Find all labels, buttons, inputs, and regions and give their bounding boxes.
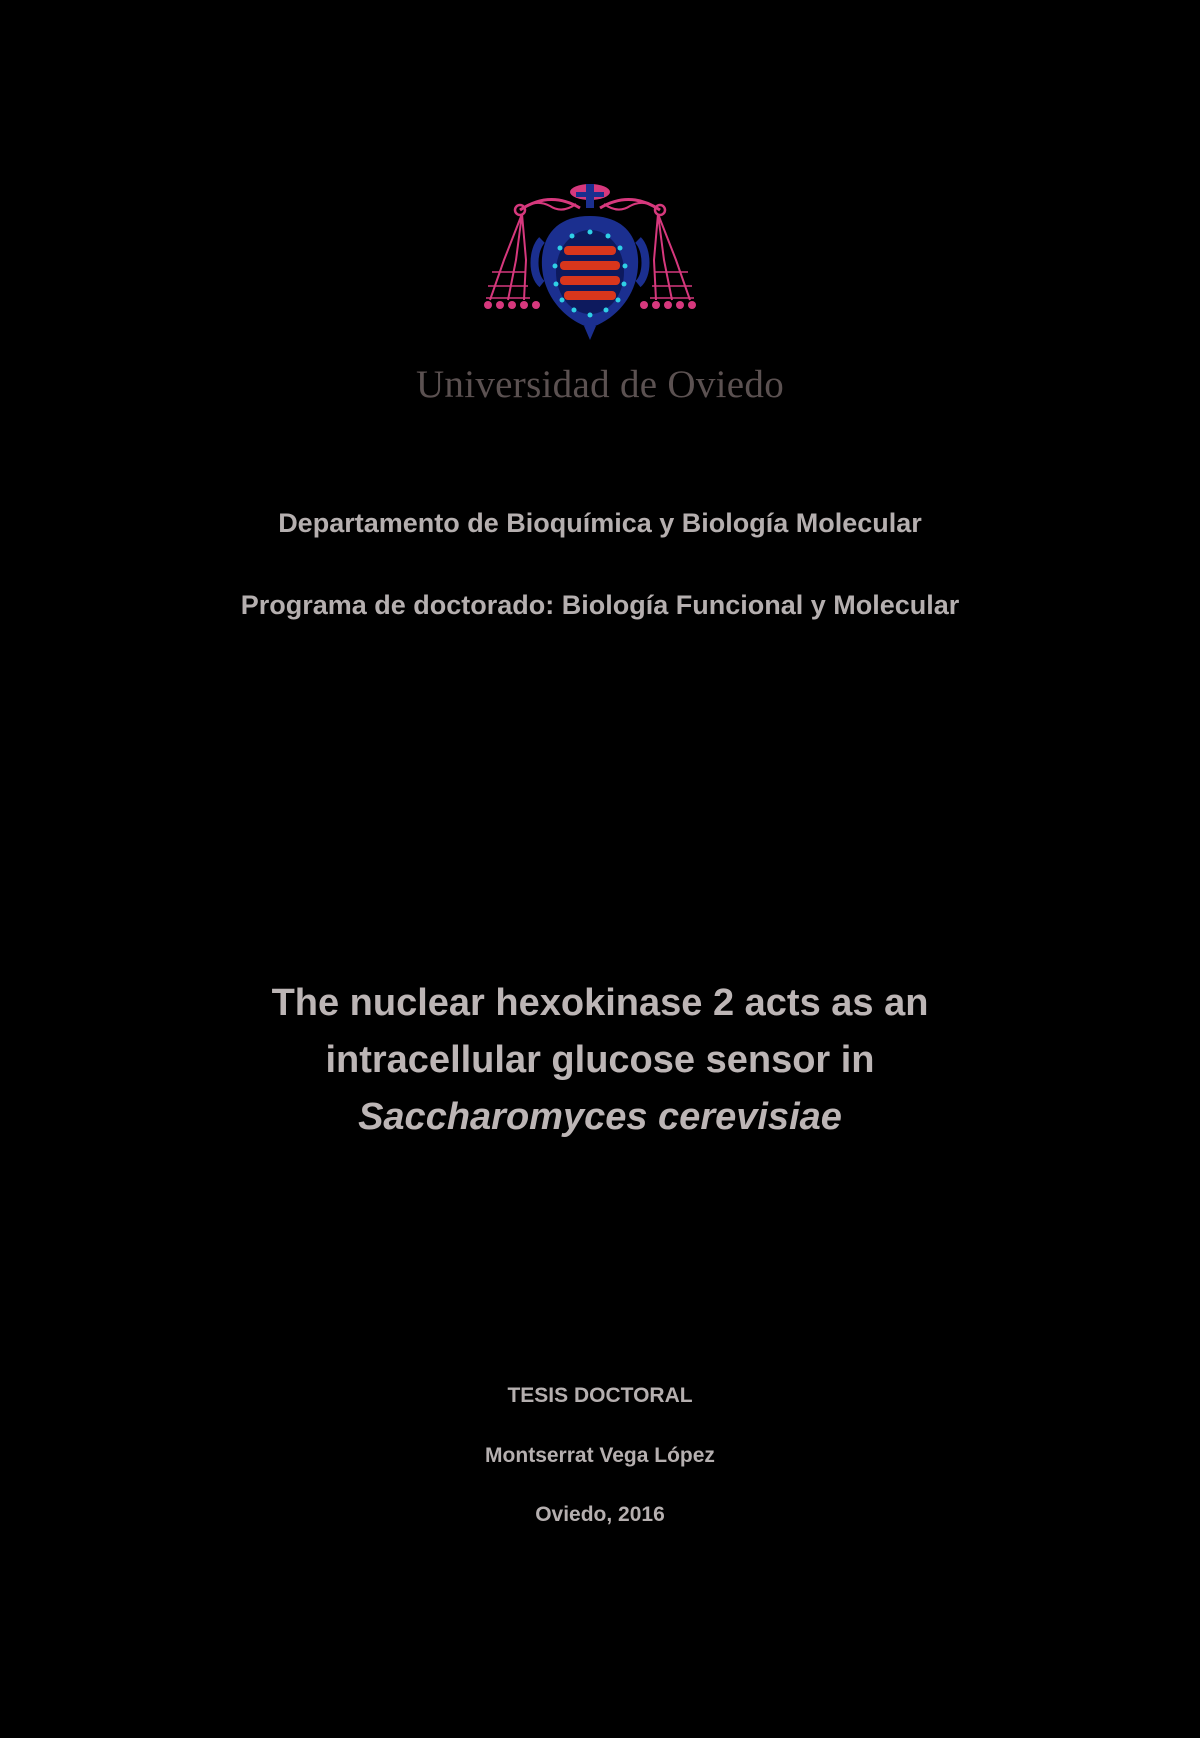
university-name: Universidad de Oviedo	[415, 363, 785, 406]
title-species: Saccharomyces cerevisiae	[358, 1096, 842, 1138]
thesis-type: TESIS DOCTORAL	[507, 1384, 693, 1407]
program-line: Programa de doctorado: Biología Funcional y Molecular	[240, 590, 960, 620]
title-line-1: The nuclear hexokinase 2 acts as an	[271, 982, 929, 1024]
title-line-2: intracellular glucose sensor in	[325, 1039, 875, 1081]
university-crest-icon	[480, 180, 700, 350]
place-date: Oviedo, 2016	[535, 1503, 665, 1526]
department-line: Departamento de Bioquímica y Biología Molecular	[278, 508, 922, 538]
thesis-title	[150, 975, 1050, 1146]
author-name: Montserrat Vega López	[485, 1444, 715, 1467]
